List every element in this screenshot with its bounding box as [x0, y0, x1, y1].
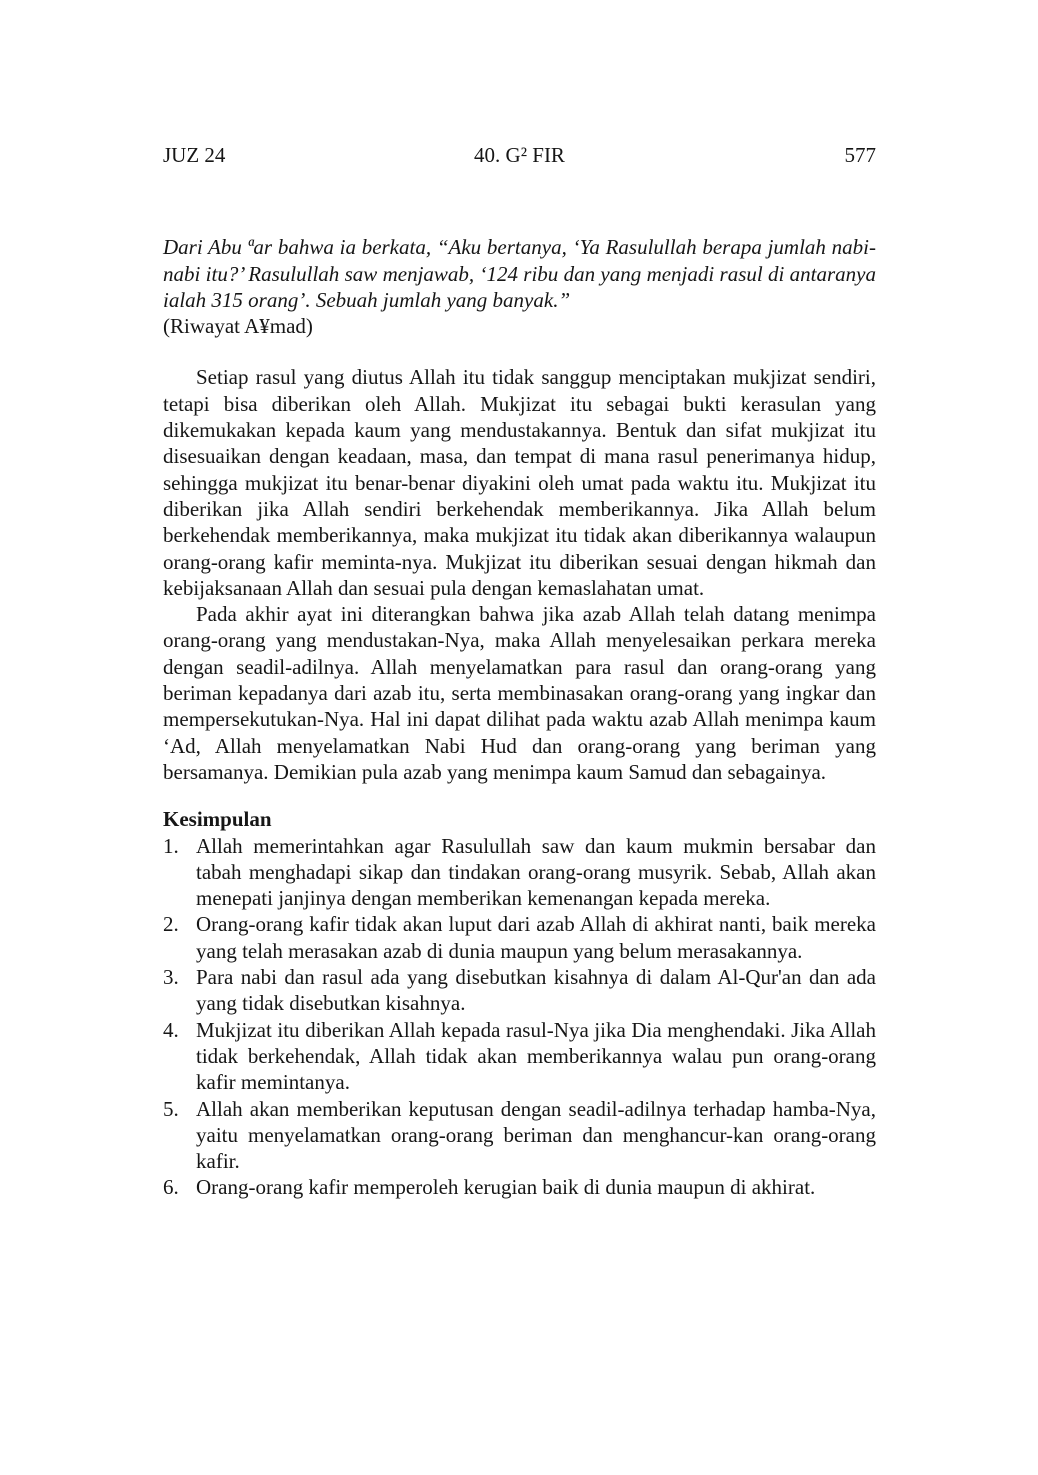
paragraph: Pada akhir ayat ini diterangkan bahwa jika azab Allah telah datang menimpa orang-orang yang mendustakan-Nya, maka Allah menyelesaikan perkara mereka dengan seadil-adilnya. Allah menyelamatkan para rasul dan orang-orang yang beriman kepadanya dari azab itu, serta membinasakan orang-orang yang ingkar dan mempersekutukan-Nya. Hal ini dapat dilihat pada waktu azab Allah menimpa kaum ‘Ad, Allah menyelamatkan Nabi Hud dan orang-orang yang beriman yang bersamanya. Demikian pula azab yang menimpa kaum Samud dan sebagainya. — [163, 602, 876, 784]
list-item-text: Allah memerintahkan agar Rasulullah saw dan kaum mukmin bersabar dan tabah menghadapi sikap dan tindakan orang-orang musyrik. Sebab, Allah akan menepati janjinya dengan memberikan kemenangan kepada mereka. — [196, 833, 876, 911]
list-item-number: 4. — [163, 1017, 179, 1042]
paragraph: Setiap rasul yang diutus Allah itu tidak sanggup menciptakan mukjizat sendiri, tetapi bisa diberikan oleh Allah. Mukjizat itu sebagai bukti kerasulan yang dikemukakan kepada kaum yang mendustakannya. Bentuk dan sifat mukjizat itu disesuaikan dengan keadaan, masa, dan tempat di mana rasul penerimanya hidup, sehingga mukjizat itu benar-benar diyakini oleh umat pada waktu itu. Mukjizat itu diberikan jika Allah sendiri berkehendak memberikannya. Jika Allah belum berkehendak memberikannya, maka mukjizat itu tidak akan diberikannya walaupun orang-orang kafir meminta-nya. Mukjizat itu diberikan sesuai dengan hikmah dan kebijaksanaan Allah dan sesuai pula dengan kemaslahatan umat. — [163, 365, 876, 600]
hadith-quote — [163, 234, 876, 339]
hadith-attribution: (Riwayat A¥mad) — [163, 314, 313, 339]
list-item-number: 5. — [163, 1096, 179, 1121]
list-item — [163, 1174, 876, 1200]
juz-label: JUZ 24 — [163, 143, 226, 167]
list-item-text: Mukjizat itu diberikan Allah kepada rasul-Nya jika Dia menghendaki. Jika Allah tidak berkehendak, Allah tidak akan memberikannya walau pun orang-orang kafir memintanya. — [196, 1017, 876, 1095]
body-paragraphs — [163, 364, 876, 785]
list-item-number: 3. — [163, 965, 179, 990]
page-header — [163, 142, 876, 168]
list-item-number: 2. — [163, 912, 179, 937]
hadith-quote-text: Dari Abu ªar bahwa ia berkata, “Aku bertanya, ‘Ya Rasulullah berapa jumlah nabi-nabi itu?’ Rasulullah saw menjawab, ‘124 ribu dan yang menjadi rasul di antaranya ialah 315 orang’. Sebuah jumlah yang banyak.” — [163, 235, 876, 312]
kesimpulan-list — [163, 833, 876, 1201]
list-item-text: Para nabi dan rasul ada yang disebutkan kisahnya di dalam Al-Qur'an dan ada yang tidak disebutkan kisahnya. — [196, 965, 876, 1016]
list-item-text: Orang-orang kafir memperoleh kerugian baik di dunia maupun di akhirat. — [196, 1175, 816, 1200]
list-item — [163, 911, 876, 964]
list-item-number: 6. — [163, 1175, 179, 1200]
list-item — [163, 833, 876, 912]
list-item — [163, 964, 876, 1017]
page-number: 577 — [844, 143, 876, 167]
list-item-text: Allah akan memberikan keputusan dengan seadil-adilnya terhadap hamba-Nya, yaitu menyelamatkan orang-orang beriman dan menghancur-kan orang-orang kafir. — [196, 1096, 876, 1174]
list-item-number: 1. — [163, 833, 179, 858]
list-item — [163, 1096, 876, 1175]
list-item — [163, 1017, 876, 1096]
kesimpulan-heading: Kesimpulan — [163, 807, 272, 832]
list-item-text: Orang-orang kafir tidak akan luput dari azab Allah di akhirat nanti, baik mereka yang telah merasakan azab di dunia maupun yang belum merasakannya. — [196, 912, 876, 963]
surah-title: 40. G² FIR — [474, 143, 565, 167]
